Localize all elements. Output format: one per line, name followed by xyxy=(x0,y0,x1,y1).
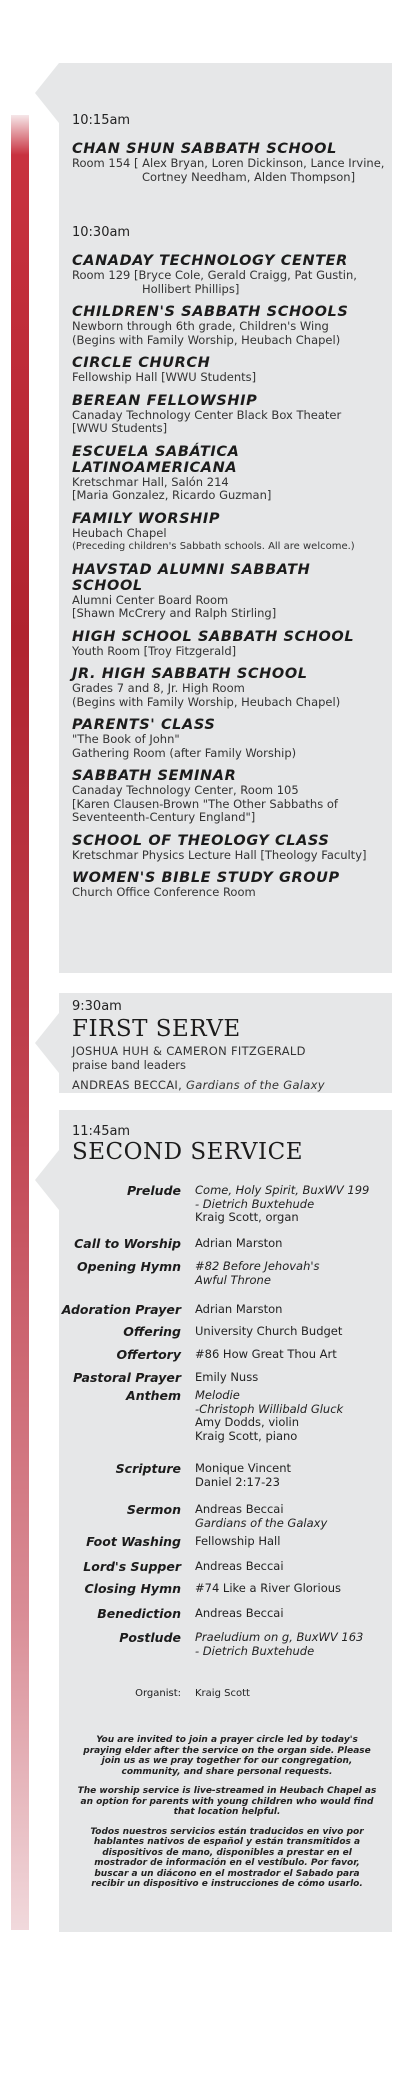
order-label: Opening Hymn xyxy=(77,1259,181,1274)
event-detail: [Maria Gonzalez, Ricardo Guzman] xyxy=(72,488,272,502)
order-line: Emily Nuss xyxy=(195,1370,259,1384)
second-service-panel xyxy=(59,1110,392,1932)
event-title: SCHOOL OF THEOLOGY CLASS xyxy=(72,832,330,849)
schedule-event xyxy=(72,870,386,900)
order-line: Andreas Beccai xyxy=(195,1606,284,1620)
schedule-event xyxy=(72,666,386,709)
order-value xyxy=(195,1237,380,1251)
order-label: Benediction xyxy=(97,1606,181,1621)
schedule-event xyxy=(72,393,386,436)
event-detail: Hollibert Phillips] xyxy=(142,281,240,296)
order-line: Adrian Marston xyxy=(195,1236,283,1250)
order-value xyxy=(195,1503,380,1530)
order-value xyxy=(195,1371,380,1385)
order-row xyxy=(59,1371,392,1385)
order-line: University Church Budget xyxy=(195,1324,343,1338)
event-detail: (Preceding children's Sabbath schools. All are welcome.) xyxy=(72,541,355,552)
event-detail: Alumni Center Board Room xyxy=(72,592,229,607)
order-label: Offering xyxy=(123,1324,181,1339)
order-value xyxy=(195,1325,380,1339)
order-label: Call to Worship xyxy=(74,1236,181,1251)
order-line: Amy Dodds, violin xyxy=(195,1415,300,1429)
event-title: FAMILY WORSHIP xyxy=(72,510,221,527)
organist-row xyxy=(59,1687,392,1701)
order-line: Daniel 2:17-23 xyxy=(195,1474,280,1489)
event-title: BEREAN FELLOWSHIP xyxy=(72,392,258,409)
event-detail: Kretschmar Hall, Salón 214 xyxy=(72,474,229,489)
organist-name: Kraig Scott xyxy=(195,1688,250,1699)
order-line: Andreas Beccai xyxy=(195,1559,284,1573)
order-value xyxy=(195,1462,380,1489)
order-value xyxy=(195,1303,380,1317)
order-line: Andreas Beccai xyxy=(195,1502,284,1516)
order-label: Offertory xyxy=(116,1347,181,1362)
event-detail: (Begins with Family Worship, Heubach Chapel) xyxy=(72,694,341,709)
order-row xyxy=(59,1462,392,1489)
order-value xyxy=(195,1260,380,1287)
sabbath-school-panel xyxy=(59,63,392,973)
order-value xyxy=(195,1535,380,1549)
panel-pointer xyxy=(35,63,59,123)
second-service-title: SECOND SERVICE xyxy=(72,1139,304,1165)
first-service-title: FIRST SERVE xyxy=(72,1016,241,1042)
schedule-event xyxy=(72,355,386,385)
order-row xyxy=(59,1184,392,1225)
event-detail: Kretschmar Physics Lecture Hall [Theology Faculty] xyxy=(72,847,367,862)
order-row xyxy=(59,1303,392,1317)
order-label: Postlude xyxy=(119,1630,181,1645)
event-detail: [WWU Students] xyxy=(72,421,168,435)
order-line: #86 How Great Thou Art xyxy=(195,1347,337,1361)
event-title: JR. HIGH SABBATH SCHOOL xyxy=(72,666,308,682)
order-row xyxy=(59,1260,392,1287)
event-title: WOMEN'S BIBLE STUDY GROUP xyxy=(72,870,340,886)
order-line: -Christoph Willibald Gluck xyxy=(195,1401,344,1416)
event-title: CHAN SHUN SABBATH SCHOOL xyxy=(72,141,337,157)
order-row xyxy=(59,1607,392,1621)
order-label: Pastoral Prayer xyxy=(73,1370,181,1385)
event-detail: Canaday Technology Center Black Box Theater xyxy=(72,407,342,422)
event-detail: [Karen Clausen-Brown "The Other Sabbaths of xyxy=(72,796,338,811)
order-label: Adoration Prayer xyxy=(61,1302,181,1317)
first-service-leaders-role: praise band leaders xyxy=(72,1058,186,1072)
event-title: CANADAY TECHNOLOGY CENTER xyxy=(72,253,348,269)
event-detail: [Shawn McCrery and Ralph Stirling] xyxy=(72,606,277,620)
event-title: HAVSTAD ALUMNI SABBATH SCHOOL xyxy=(72,561,311,594)
order-row xyxy=(59,1325,392,1339)
order-value xyxy=(195,1184,380,1225)
order-label: Closing Hymn xyxy=(84,1581,181,1596)
first-service-time: 9:30am xyxy=(72,999,122,1014)
note-paragraph: You are invited to join a prayer circle led by today's praying elder after the service on the organ side. Please join us as we pray together for our congregation, community, and share personal requests. xyxy=(83,1735,371,1777)
order-line: Awful Throne xyxy=(195,1272,271,1287)
order-line: - Dietrich Buxtehude xyxy=(195,1643,315,1658)
event-detail: Gathering Room (after Family Worship) xyxy=(72,745,297,760)
order-row xyxy=(59,1389,392,1443)
order-line: #82 Before Jehovah's xyxy=(195,1259,320,1273)
event-detail: Cortney Needham, Alden Thompson] xyxy=(142,169,356,184)
order-line: - Dietrich Buxtehude xyxy=(195,1196,315,1211)
order-label: Scripture xyxy=(115,1461,181,1476)
second-service-time: 11:45am xyxy=(72,1124,131,1139)
order-label: Foot Washing xyxy=(86,1534,181,1549)
service-notes xyxy=(77,1735,377,1899)
first-service-leaders: JOSHUA HUH & CAMERON FITZGERALD xyxy=(72,1044,306,1058)
order-label: Sermon xyxy=(126,1502,181,1517)
schedule-event xyxy=(72,717,386,760)
event-detail: Heubach Chapel xyxy=(72,525,167,540)
panel-pointer xyxy=(35,1013,59,1073)
schedule-event xyxy=(72,629,386,659)
event-detail: Grades 7 and 8, Jr. High Room xyxy=(72,681,245,695)
time-label: 10:15am xyxy=(72,113,131,128)
event-title: ESCUELA SABÁTICA LATINOAMERICANA xyxy=(72,443,240,476)
order-line: Praeludium on g, BuxWV 163 xyxy=(195,1630,364,1644)
note-paragraph: The worship service is live-streamed in Heubach Chapel as an option for parents with young children who would find that location helpful. xyxy=(77,1786,377,1817)
event-detail: Canaday Technology Center, Room 105 xyxy=(72,783,299,797)
order-line: Adrian Marston xyxy=(195,1302,283,1316)
schedule-event xyxy=(72,304,386,347)
order-line: Fellowship Hall xyxy=(195,1534,281,1548)
event-detail: Room 129 [Bryce Cole, Gerald Craigg, Pat Gustin, xyxy=(72,268,357,282)
order-line: #74 Like a River Glorious xyxy=(195,1581,342,1595)
timeline-bar xyxy=(11,115,29,1930)
order-row xyxy=(59,1535,392,1549)
first-service-speaker xyxy=(72,1078,386,1092)
schedule-event xyxy=(72,511,386,554)
event-detail: "The Book of John" xyxy=(72,732,180,746)
order-line: Kraig Scott, piano xyxy=(195,1428,298,1443)
order-label: Prelude xyxy=(126,1183,181,1198)
first-service-panel xyxy=(59,993,392,1093)
event-detail: Church Office Conference Room xyxy=(72,885,256,899)
event-title: SABBATH SEMINAR xyxy=(72,768,237,784)
event-detail: Fellowship Hall [WWU Students] xyxy=(72,370,257,384)
order-row xyxy=(59,1560,392,1574)
event-detail: Seventeenth-Century England"] xyxy=(72,810,256,824)
event-title: PARENTS' CLASS xyxy=(72,717,216,733)
order-label: Lord's Supper xyxy=(83,1559,181,1574)
order-line: Monique Vincent xyxy=(195,1461,292,1475)
event-detail: Youth Room [Troy Fitzgerald] xyxy=(72,643,237,658)
order-row xyxy=(59,1237,392,1251)
schedule-event xyxy=(72,768,386,825)
order-row xyxy=(59,1503,392,1530)
time-block-1015 xyxy=(72,113,386,192)
schedule-event xyxy=(72,253,386,296)
schedule-event xyxy=(72,833,386,863)
order-value xyxy=(195,1631,380,1658)
event-detail: Newborn through 6th grade, Children's Wing xyxy=(72,319,329,333)
event-detail: Room 154 [ Alex Bryan, Loren Dickinson, Lance Irvine, xyxy=(72,156,385,170)
event-title: CIRCLE CHURCH xyxy=(72,355,211,371)
time-label: 10:30am xyxy=(72,225,131,240)
order-value xyxy=(195,1348,380,1362)
order-value xyxy=(195,1389,380,1443)
order-line: Melodie xyxy=(195,1388,240,1402)
schedule-event xyxy=(72,562,386,621)
event-title: CHILDREN'S SABBATH SCHOOLS xyxy=(72,304,349,320)
sermon-title: Gardians of the Galaxy xyxy=(186,1078,325,1092)
order-label: Anthem xyxy=(126,1388,181,1403)
order-value xyxy=(195,1560,380,1574)
order-value xyxy=(195,1582,380,1596)
organist-label: Organist: xyxy=(135,1688,181,1699)
order-value xyxy=(195,1607,380,1621)
speaker-name: ANDREAS BECCAI, xyxy=(72,1078,183,1092)
event-title: HIGH SCHOOL SABBATH SCHOOL xyxy=(72,628,355,645)
note-paragraph: Todos nuestros servicios están traducidos en vivo por hablantes nativos de español y están transmitidos a dispositivos de mano, disponibles a prestar en el mostrador de información en el vestíbulo. Por favor, buscar a un diácono en el mostrador el Sabado para recibir un dispositivo e instrucciones de cómo usarlo. xyxy=(90,1826,364,1889)
schedule-event xyxy=(72,444,386,503)
event-detail: (Begins with Family Worship, Heubach Chapel) xyxy=(72,332,341,347)
order-row xyxy=(59,1582,392,1596)
panel-pointer xyxy=(35,1150,59,1210)
order-line: Kraig Scott, organ xyxy=(195,1210,299,1224)
order-row xyxy=(59,1631,392,1658)
schedule-event xyxy=(72,141,386,184)
order-line: Gardians of the Galaxy xyxy=(195,1515,328,1530)
order-line: Come, Holy Spirit, BuxWV 199 xyxy=(195,1183,370,1197)
order-row xyxy=(59,1348,392,1362)
time-block-1030 xyxy=(72,225,386,908)
